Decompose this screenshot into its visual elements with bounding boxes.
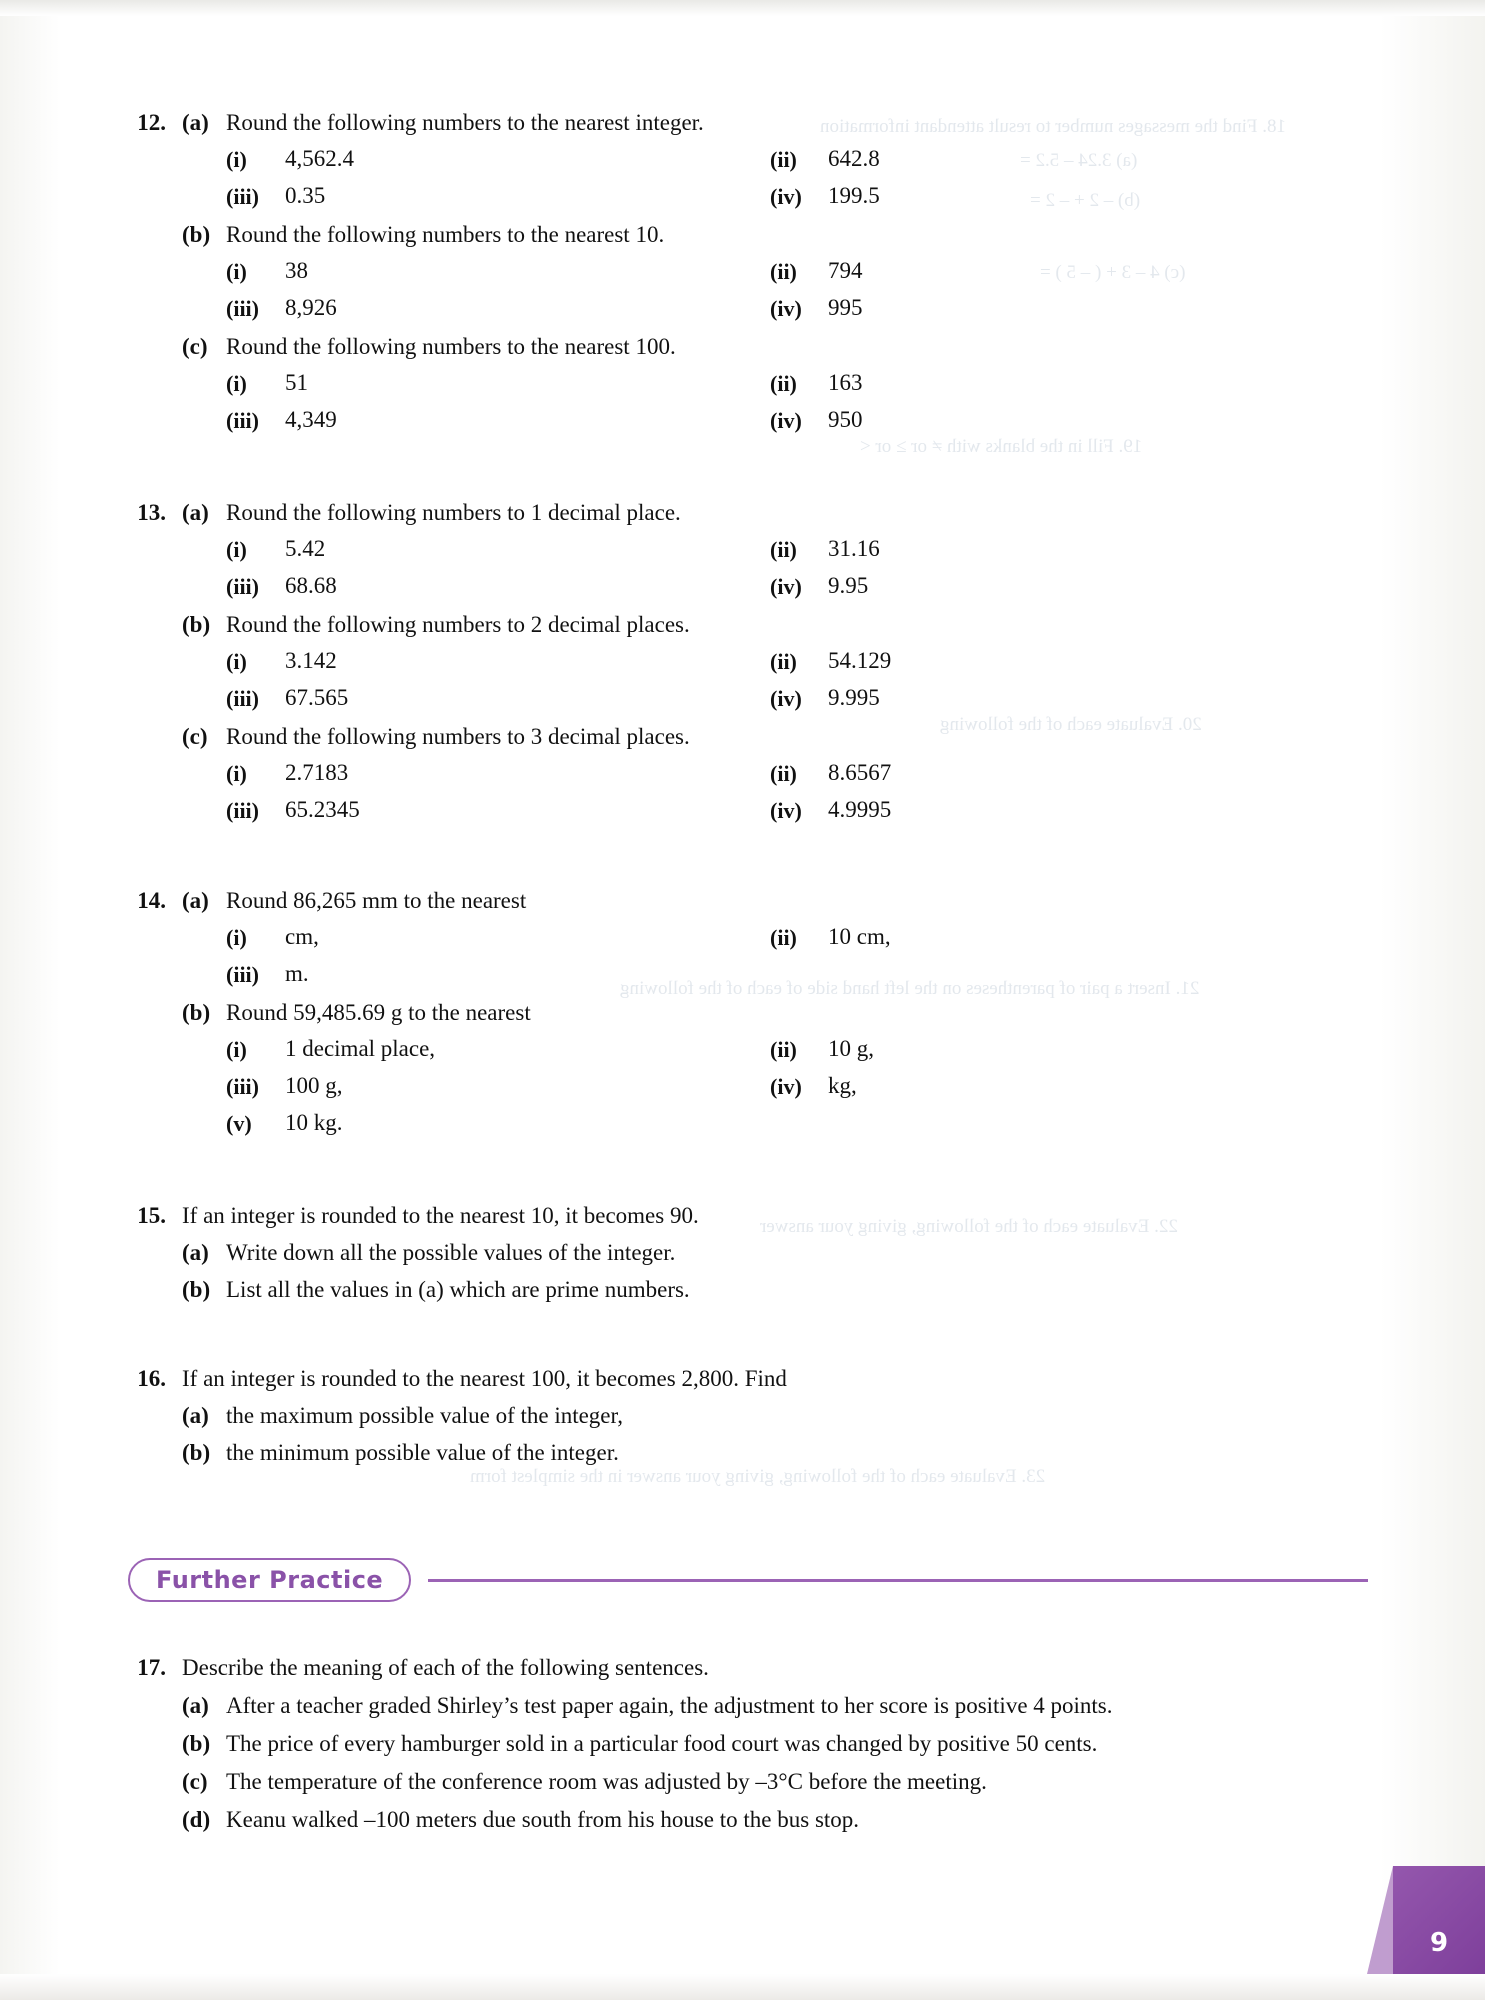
- item-label: (ii): [770, 649, 797, 674]
- subpart-label: (a): [182, 1240, 209, 1265]
- item-label: (i): [226, 537, 247, 562]
- item-value: 1 decimal place,: [285, 1036, 436, 1061]
- bleed-line: (a) 3.24 – 5.2 =: [1020, 150, 1138, 171]
- question-number: 16.: [137, 1366, 166, 1391]
- item-value: 0.35: [285, 183, 326, 208]
- part-text: Round 59,485.69 g to the nearest: [226, 1000, 531, 1025]
- item-value: 67.565: [285, 685, 349, 710]
- part-label: (a): [182, 110, 209, 135]
- subpart-label: (b): [182, 1277, 211, 1302]
- further-practice-label: Further Practice: [156, 1566, 384, 1594]
- page-number: 9: [1429, 1928, 1449, 1958]
- part-text: Round the following numbers to the nearest 100.: [226, 334, 676, 359]
- question-number: 12.: [137, 110, 166, 135]
- part-text: Round the following numbers to the nearest integer.: [226, 110, 704, 135]
- item-value: 794: [828, 258, 863, 283]
- part-text: Round the following numbers to 3 decimal places.: [226, 724, 690, 749]
- item-value: 10 kg.: [285, 1110, 343, 1135]
- part-label: (a): [182, 500, 209, 525]
- subpart-label: (c): [182, 1769, 208, 1794]
- item-label: (i): [226, 259, 247, 284]
- item-label: (iii): [226, 686, 259, 711]
- bleed-line: 18. Find the messages number to result attendant information: [820, 116, 1286, 137]
- subpart-text: Write down all the possible values of the integer.: [226, 1240, 676, 1265]
- question-stem: Describe the meaning of each of the following sentences.: [182, 1655, 709, 1680]
- part-text: Round 86,265 mm to the nearest: [226, 888, 527, 913]
- subpart-text: the minimum possible value of the integer.: [226, 1440, 619, 1465]
- item-label: (iii): [226, 962, 259, 987]
- subpart-text: The temperature of the conference room was adjusted by –3°C before the meeting.: [226, 1769, 987, 1794]
- item-label: (iii): [226, 798, 259, 823]
- item-label: (i): [226, 761, 247, 786]
- page-tab-notch: [1367, 1866, 1393, 1974]
- page-number-tab: [1393, 1866, 1485, 1974]
- item-value: 3.142: [285, 648, 337, 673]
- item-label: (ii): [770, 761, 797, 786]
- item-value: 38: [285, 258, 308, 283]
- subpart-text: Keanu walked –100 meters due south from his house to the bus stop.: [226, 1807, 860, 1832]
- item-label: (iv): [770, 296, 802, 321]
- part-text: Round the following numbers to 1 decimal place.: [226, 500, 681, 525]
- bleed-line: (b) – 2 + – 2 =: [1030, 190, 1141, 211]
- subpart-text: the maximum possible value of the integer,: [226, 1403, 624, 1428]
- item-label: (ii): [770, 371, 797, 396]
- subpart-text: The price of every hamburger sold in a particular food court was changed by positive 50 cents.: [226, 1731, 1098, 1756]
- item-value: 10 cm,: [828, 924, 891, 949]
- item-label: (ii): [770, 259, 797, 284]
- subpart-label: (a): [182, 1403, 209, 1428]
- item-value: 4,562.4: [285, 146, 354, 171]
- item-value: 9.995: [828, 685, 880, 710]
- item-value: 100 g,: [285, 1073, 343, 1098]
- question-number: 14.: [137, 888, 166, 913]
- item-label: (iii): [226, 574, 259, 599]
- part-label: (a): [182, 888, 209, 913]
- subpart-label: (b): [182, 1440, 211, 1465]
- item-label: (ii): [770, 925, 797, 950]
- item-value: 950: [828, 407, 863, 432]
- subpart-label: (d): [182, 1807, 211, 1832]
- item-label: (iv): [770, 686, 802, 711]
- item-value: 65.2345: [285, 797, 360, 822]
- item-label: (i): [226, 147, 247, 172]
- banner-rule: [428, 1579, 1368, 1582]
- bleed-line: (c) 4 – 3 + ( – 5 ) =: [1040, 262, 1186, 283]
- item-label: (ii): [770, 537, 797, 562]
- subpart-label: (b): [182, 1731, 211, 1756]
- question-number: 15.: [137, 1203, 166, 1228]
- item-value: 4,349: [285, 407, 337, 432]
- item-value: 68.68: [285, 573, 337, 598]
- further-practice-banner: [128, 1558, 1368, 1606]
- subpart-label: (a): [182, 1693, 209, 1718]
- item-label: (iii): [226, 184, 259, 209]
- item-value: 642.8: [828, 146, 880, 171]
- item-label: (iii): [226, 296, 259, 321]
- question-number: 13.: [137, 500, 166, 525]
- item-label: (ii): [770, 147, 797, 172]
- item-label: (iv): [770, 184, 802, 209]
- bleed-line: 22. Evaluate each of the following, giving your answer: [760, 1216, 1178, 1237]
- item-value: 51: [285, 370, 308, 395]
- subpart-text: After a teacher graded Shirley’s test paper again, the adjustment to her score is positive 4 points.: [226, 1693, 1113, 1718]
- bleed-line: 20. Evaluate each of the following: [940, 714, 1202, 735]
- item-label: (iv): [770, 798, 802, 823]
- item-label: (iv): [770, 408, 802, 433]
- item-label: (i): [226, 1037, 247, 1062]
- part-label: (c): [182, 724, 208, 749]
- item-value: 199.5: [828, 183, 880, 208]
- item-value: 9.95: [828, 573, 869, 598]
- item-value: kg,: [828, 1073, 857, 1098]
- question-number: 17.: [137, 1655, 166, 1680]
- bleed-line: 19. Fill in the blanks with ≠ or ≥ or <: [860, 436, 1143, 457]
- item-value: 5.42: [285, 536, 326, 561]
- item-value: 31.16: [828, 536, 880, 561]
- item-label: (ii): [770, 1037, 797, 1062]
- item-value: 2.7183: [285, 760, 349, 785]
- further-practice-pill: [128, 1558, 411, 1602]
- item-label: (iii): [226, 408, 259, 433]
- bleed-line: 23. Evaluate each of the following, giving your answer in the simplest form: [470, 1466, 1046, 1487]
- question-stem: If an integer is rounded to the nearest 100, it becomes 2,800. Find: [182, 1366, 787, 1391]
- item-label: (iv): [770, 1074, 802, 1099]
- subpart-text: List all the values in (a) which are prime numbers.: [226, 1277, 690, 1302]
- item-value: m.: [285, 961, 309, 986]
- part-label: (b): [182, 612, 211, 637]
- item-value: 8,926: [285, 295, 337, 320]
- item-value: 8.6567: [828, 760, 892, 785]
- item-label: (v): [226, 1111, 252, 1136]
- item-value: 995: [828, 295, 863, 320]
- item-value: 163: [828, 370, 863, 395]
- bleed-line: 21. Insert a pair of parentheses on the left hand side of each of the following: [620, 978, 1200, 999]
- item-label: (i): [226, 925, 247, 950]
- item-value: cm,: [285, 924, 319, 949]
- item-value: 54.129: [828, 648, 892, 673]
- part-text: Round the following numbers to the nearest 10.: [226, 222, 665, 247]
- item-label: (iii): [226, 1074, 259, 1099]
- part-text: Round the following numbers to 2 decimal places.: [226, 612, 690, 637]
- part-label: (c): [182, 334, 208, 359]
- item-value: 4.9995: [828, 797, 892, 822]
- question-stem: If an integer is rounded to the nearest 10, it becomes 90.: [182, 1203, 699, 1228]
- part-label: (b): [182, 222, 211, 247]
- item-label: (i): [226, 649, 247, 674]
- item-label: (iv): [770, 574, 802, 599]
- part-label: (b): [182, 1000, 211, 1025]
- item-label: (i): [226, 371, 247, 396]
- item-value: 10 g,: [828, 1036, 874, 1061]
